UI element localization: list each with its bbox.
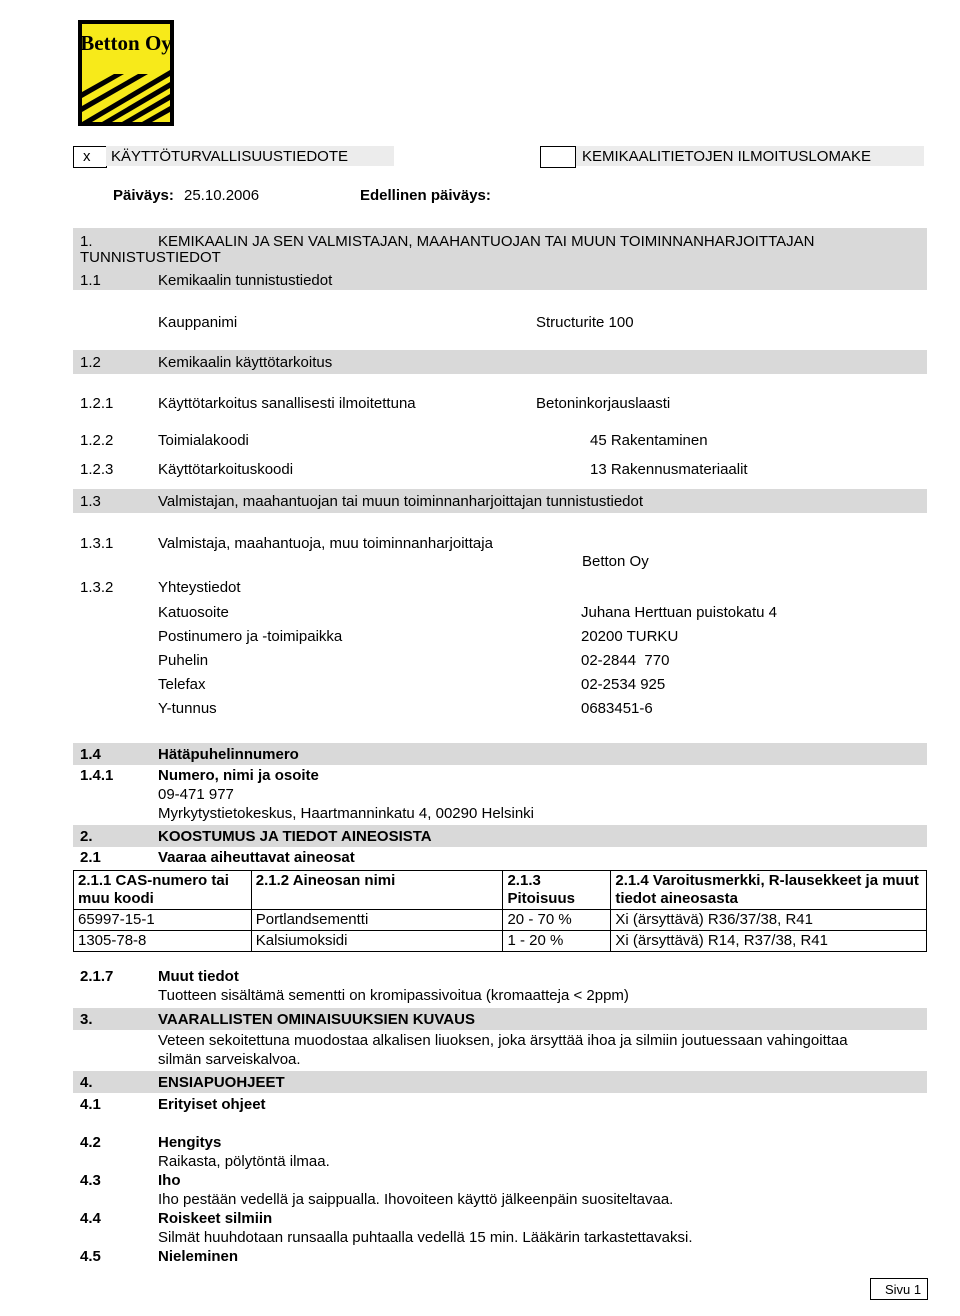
- skin-title: Iho: [158, 1172, 181, 1189]
- section-4-5-number: 4.5: [80, 1248, 101, 1265]
- cell-name: Kalsiumoksidi: [251, 931, 503, 952]
- postal-value: 20200 TURKU: [581, 628, 679, 645]
- business-id-label: Y-tunnus: [158, 700, 217, 717]
- section-4-number: 4.: [80, 1074, 93, 1091]
- notification-form-title: KEMIKAALITIETOJEN ILMOITUSLOMAKE: [582, 148, 871, 165]
- street-address-label: Katuosoite: [158, 604, 229, 621]
- special-instructions-title: Erityiset ohjeet: [158, 1096, 266, 1113]
- safety-datasheet-checkbox[interactable]: [73, 146, 107, 168]
- table-row: [74, 910, 927, 931]
- section-1-3-1-number: 1.3.1: [80, 535, 114, 552]
- manufacturer-label: Valmistaja, maahantuoja, muu toiminnanharjoittaja: [158, 535, 493, 552]
- date-label: Päiväys:: [113, 187, 174, 204]
- header-hazard: 2.1.4 Varoitusmerkki, R-lausekkeet ja muut tiedot aineosasta: [611, 871, 927, 910]
- header-cas: 2.1.1 CAS-numero tai muu koodi: [74, 871, 252, 910]
- section-4-3-number: 4.3: [80, 1172, 101, 1189]
- hazardous-components-table: [73, 870, 927, 952]
- section-1-number: 1.: [80, 233, 93, 250]
- date-value: 25.10.2006: [184, 187, 260, 204]
- business-id-value: 0683451-6: [581, 700, 653, 717]
- hazard-description-line2: silmän sarveiskalvoa.: [158, 1051, 301, 1068]
- hazard-description-line1: Veteen sekoitettuna muodostaa alkalisen liuoksen, joka ärsyttää ihoa ja silmiin joutuessaan vahingoittaa: [158, 1032, 848, 1049]
- skin-text: Iho pestään vedellä ja saippualla. Ihovoiteen käyttö jälkeenpäin suositeltavaa.: [158, 1191, 674, 1208]
- section-1-4-1-number: 1.4.1: [80, 767, 114, 784]
- industry-code-label: Toimialakoodi: [158, 432, 249, 449]
- emergency-number: 09-471 977: [158, 786, 234, 803]
- industry-code-value: 45 Rakentaminen: [590, 432, 708, 449]
- section-4-2-number: 4.2: [80, 1134, 101, 1151]
- section-2-1-number: 2.1: [80, 849, 101, 866]
- emergency-address: Myrkytystietokeskus, Haartmanninkatu 4, 00290 Helsinki: [158, 805, 534, 822]
- phone-label: Puhelin: [158, 652, 209, 669]
- datasheet-title: KÄYTTÖTURVALLISUUSTIEDOTE: [111, 148, 348, 165]
- street-address-value: Juhana Herttuan puistokatu 4: [581, 604, 777, 621]
- header-name: 2.1.2 Aineosan nimi: [251, 871, 503, 910]
- table-header-row: [74, 871, 927, 910]
- page-number: Sivu 1: [885, 1282, 922, 1297]
- section-1-4-number: 1.4: [80, 746, 101, 763]
- cell-cas: 1305-78-8: [74, 931, 252, 952]
- section-1-title: KEMIKAALIN JA SEN VALMISTAJAN, MAAHANTUOJAN TAI MUUN TOIMINNANHARJOITTAJAN: [158, 233, 815, 250]
- section-1-2-number: 1.2: [80, 354, 101, 371]
- previous-date-label: Edellinen päiväys:: [360, 187, 491, 204]
- section-1-2-3-number: 1.2.3: [80, 461, 114, 478]
- use-code-value: 13 Rakennusmateriaalit: [590, 461, 748, 478]
- section-1-2-title: Kemikaalin käyttötarkoitus: [158, 354, 333, 371]
- fax-label: Telefax: [158, 676, 206, 693]
- checkbox-mark: x: [83, 148, 91, 165]
- section-1-1-number: 1.1: [80, 272, 101, 289]
- ingestion-title: Nieleminen: [158, 1248, 239, 1265]
- use-description-label: Käyttötarkoitus sanallisesti ilmoitettuna: [158, 395, 416, 412]
- eyes-text: Silmät huuhdotaan runsaalla puhtaalla vedellä 15 min. Lääkärin tarkastettavaksi.: [158, 1229, 693, 1246]
- section-1-title-cont: TUNNISTUSTIEDOT: [80, 249, 221, 266]
- phone-value: 02-2844 770: [581, 652, 670, 669]
- company-logo: [78, 20, 174, 126]
- cell-cas: 65997-15-1: [74, 910, 252, 931]
- section-1-3-title: Valmistajan, maahantuojan tai muun toiminnanharjoittajan tunnistustiedot: [158, 493, 644, 510]
- section-4-1-number: 4.1: [80, 1096, 101, 1113]
- section-1-3-2-number: 1.3.2: [80, 579, 114, 596]
- header-concentration: 2.1.3 Pitoisuus: [503, 871, 611, 910]
- postal-label: Postinumero ja -toimipaikka: [158, 628, 343, 645]
- use-code-label: Käyttötarkoituskoodi: [158, 461, 294, 478]
- page-number-box: [870, 1278, 928, 1300]
- section-4-4-number: 4.4: [80, 1210, 101, 1227]
- section-2-1-7-number: 2.1.7: [80, 968, 114, 985]
- section-1-2-2-number: 1.2.2: [80, 432, 114, 449]
- svg-text:Betton Oy: Betton Oy: [80, 31, 172, 55]
- inhalation-text: Raikasta, pölytöntä ilmaa.: [158, 1153, 330, 1170]
- section-2-title: KOOSTUMUS JA TIEDOT AINEOSISTA: [158, 828, 432, 845]
- use-description-value: Betoninkorjauslaasti: [536, 395, 671, 412]
- table-row: [74, 931, 927, 952]
- eyes-title: Roiskeet silmiin: [158, 1210, 273, 1227]
- section-1-1-title: Kemikaalin tunnistustiedot: [158, 272, 333, 289]
- section-2-number: 2.: [80, 828, 93, 845]
- cell-hazard: Xi (ärsyttävä) R14, R37/38, R41: [611, 931, 927, 952]
- section-4-title: ENSIAPUOHJEET: [158, 1074, 285, 1091]
- section-1-4-title: Hätäpuhelinnumero: [158, 746, 299, 763]
- manufacturer-value: Betton Oy: [582, 553, 649, 570]
- section-3-title: VAARALLISTEN OMINAISUUKSIEN KUVAUS: [158, 1011, 475, 1028]
- cell-concentration: 20 - 70 %: [503, 910, 611, 931]
- trade-name-label: Kauppanimi: [158, 314, 238, 331]
- section-3-number: 3.: [80, 1011, 93, 1028]
- trade-name-value: Structurite 100: [536, 314, 634, 331]
- notification-form-checkbox[interactable]: [540, 146, 576, 168]
- emergency-label: Numero, nimi ja osoite: [158, 767, 319, 784]
- fax-value: 02-2534 925: [581, 676, 666, 693]
- other-info-title: Muut tiedot: [158, 968, 239, 985]
- other-info-text: Tuotteen sisältämä sementti on kromipassivoitua (kromaatteja < 2ppm): [158, 987, 629, 1004]
- inhalation-title: Hengitys: [158, 1134, 222, 1151]
- section-1-3-number: 1.3: [80, 493, 101, 510]
- contact-info-label: Yhteystiedot: [158, 579, 241, 596]
- section-2-1-title: Vaaraa aiheuttavat aineosat: [158, 849, 355, 866]
- cell-name: Portlandsementti: [251, 910, 503, 931]
- cell-concentration: 1 - 20 %: [503, 931, 611, 952]
- cell-hazard: Xi (ärsyttävä) R36/37/38, R41: [611, 910, 927, 931]
- section-1-2-1-number: 1.2.1: [80, 395, 114, 412]
